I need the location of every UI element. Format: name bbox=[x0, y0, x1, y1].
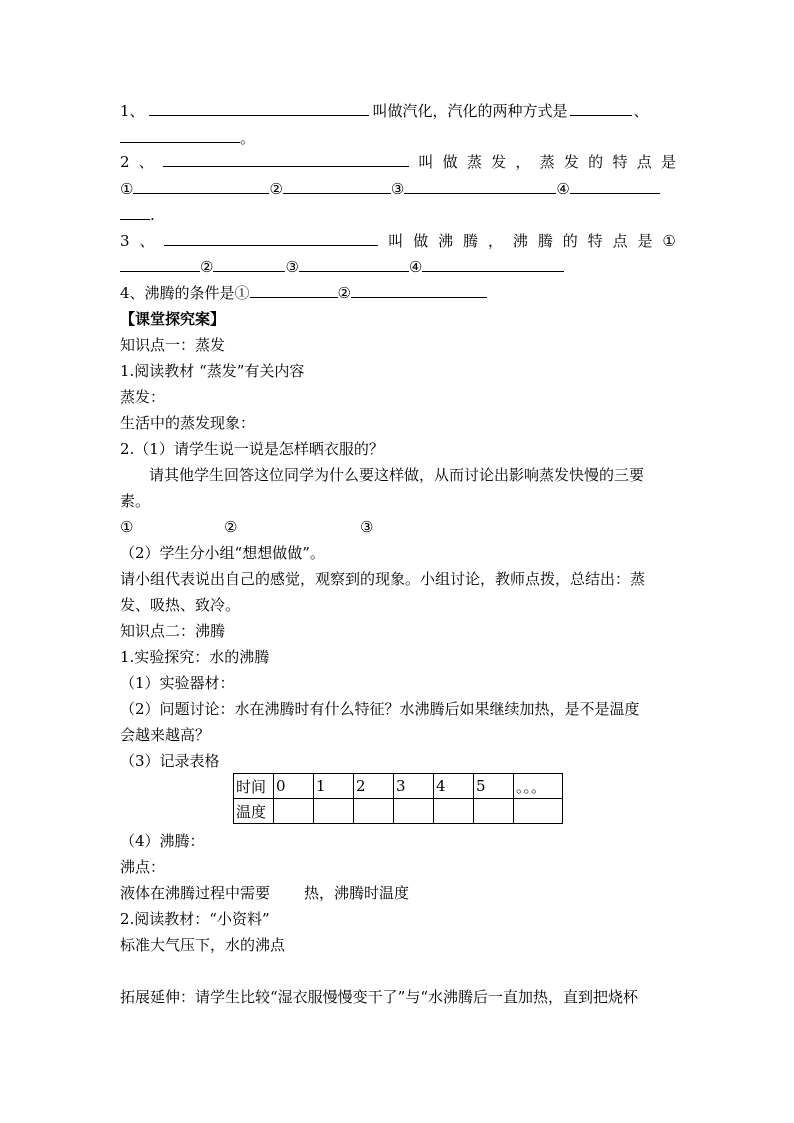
discussion-question-1: （2）问题讨论：水在沸腾时有什么特征？水沸腾后如果继续加热，是不是温度 bbox=[120, 700, 640, 718]
question-char: 发 bbox=[491, 153, 507, 171]
boiling-label: （4）沸腾： bbox=[120, 832, 205, 850]
answer-blank bbox=[120, 128, 240, 143]
answer-blank bbox=[570, 179, 660, 194]
group-activity-line: （2）学生分小组“想想做做”。 bbox=[120, 544, 325, 562]
mark-4: ④ bbox=[408, 258, 423, 276]
question-char: 做 bbox=[413, 232, 429, 250]
knowledge-point-1-title: 知识点一：蒸发 bbox=[120, 336, 226, 354]
separator: 、 bbox=[633, 102, 649, 120]
question-2-cont bbox=[120, 205, 680, 225]
discussion-question-2: 会越来越高？ bbox=[120, 726, 211, 744]
experiment-line: 1.实验探究：水的沸腾 bbox=[120, 648, 270, 666]
answer-blank bbox=[213, 257, 285, 272]
question-char: 沸 bbox=[438, 232, 454, 250]
answer-blank bbox=[120, 257, 200, 272]
punctuation: . bbox=[150, 206, 155, 224]
report-line-2: 发、吸热、致冷。 bbox=[120, 596, 241, 614]
separator: 、 bbox=[139, 232, 155, 250]
mark-3: ③ bbox=[390, 180, 405, 198]
question-2 bbox=[120, 152, 676, 172]
standard-pressure-line: 标准大气压下，水的沸点 bbox=[120, 936, 286, 954]
answer-blank bbox=[351, 283, 487, 298]
question-char: 特 bbox=[612, 153, 628, 171]
line-part-1: 液体在沸腾过程中需要 bbox=[120, 884, 271, 902]
question-char: 叫 bbox=[418, 153, 434, 171]
answer-blank bbox=[250, 283, 338, 298]
table-header-time: 时间 bbox=[234, 774, 274, 799]
mark-2: ② bbox=[269, 180, 283, 198]
mark-1: ① bbox=[120, 180, 134, 198]
answer-blank bbox=[149, 101, 369, 116]
table-cell: 4 bbox=[434, 774, 474, 799]
record-table-label: （3）记录表格 bbox=[120, 752, 220, 770]
question-char: 腾 bbox=[537, 232, 553, 250]
question-text: 4、沸腾的条件是① bbox=[120, 284, 250, 302]
question-1-cont bbox=[120, 128, 680, 148]
answer-blank bbox=[164, 231, 378, 246]
answer-blank bbox=[163, 152, 409, 167]
table-cell bbox=[514, 799, 563, 824]
table-cell: 5 bbox=[474, 774, 514, 799]
question-char: 做 bbox=[442, 153, 458, 171]
question-char: 是 bbox=[660, 153, 676, 171]
table-row bbox=[234, 774, 563, 799]
extension-line: 拓展延伸：请学生比较“湿衣服慢慢变干了”与“水沸腾后一直加热，直到把烧杯 bbox=[120, 988, 639, 1006]
question-char: ① bbox=[662, 232, 676, 250]
boiling-heat-line bbox=[120, 883, 680, 903]
table-cell bbox=[474, 799, 514, 824]
life-evaporation-label: 生活中的蒸发现象： bbox=[120, 414, 256, 432]
question-text: 叫做汽化，汽化的两种方式是 bbox=[372, 102, 568, 120]
table-header-temperature: 温度 bbox=[234, 799, 274, 824]
question-char: 蒸 bbox=[466, 153, 482, 171]
discussion-line-2: 素。 bbox=[120, 492, 151, 510]
equipment-line: （1）实验器材： bbox=[120, 674, 235, 692]
read-data-line: 2.阅读教材：“小资料” bbox=[120, 910, 270, 928]
answer-blank bbox=[422, 257, 564, 272]
table-cell: 0 bbox=[274, 774, 314, 799]
question-number: 3 bbox=[120, 232, 130, 250]
question-char: 点 bbox=[636, 153, 652, 171]
mark-3: ③ bbox=[285, 258, 299, 276]
question-3 bbox=[120, 231, 676, 251]
question-char: ， bbox=[515, 153, 531, 171]
table-cell: 1 bbox=[314, 774, 354, 799]
question-number: 1、 bbox=[120, 102, 145, 120]
answer-blank bbox=[299, 257, 409, 272]
answer-blank bbox=[133, 179, 269, 194]
answer-blank bbox=[570, 101, 632, 116]
record-table bbox=[233, 773, 563, 824]
section-title: 【课堂探究案】 bbox=[120, 310, 226, 328]
table-cell bbox=[394, 799, 434, 824]
mark-3: ③ bbox=[360, 518, 374, 536]
table-cell: 3 bbox=[394, 774, 434, 799]
table-cell: 。。。 bbox=[514, 774, 563, 799]
question-char: 点 bbox=[612, 232, 628, 250]
question-char: 发 bbox=[563, 153, 579, 171]
read-textbook-line: 1.阅读教材 “蒸发”有关内容 bbox=[120, 362, 305, 380]
question-3-marks bbox=[120, 257, 680, 277]
question-char: ， bbox=[487, 232, 503, 250]
question-char: 的 bbox=[588, 153, 604, 171]
mark-2: ② bbox=[200, 258, 214, 276]
question-char: 沸 bbox=[512, 232, 528, 250]
line-part-2: 热，沸腾时温度 bbox=[304, 884, 410, 902]
question-char: 的 bbox=[562, 232, 578, 250]
question-2-marks bbox=[120, 179, 680, 199]
evaporation-label: 蒸发： bbox=[120, 388, 166, 406]
table-cell bbox=[354, 799, 394, 824]
question-1 bbox=[120, 101, 680, 121]
question-char: 是 bbox=[637, 232, 653, 250]
question-char: 特 bbox=[587, 232, 603, 250]
answer-blank bbox=[120, 205, 150, 220]
question-char: 腾 bbox=[463, 232, 479, 250]
boiling-point-label: 沸点： bbox=[120, 858, 166, 876]
discussion-line-1: 请其他学生回答这位同学为什么要这样做，从而讨论出影响蒸发快慢的三要 bbox=[149, 466, 645, 484]
question-char: 叫 bbox=[388, 232, 404, 250]
mark-2: ② bbox=[224, 518, 238, 536]
separator: 、 bbox=[138, 153, 154, 171]
table-row bbox=[234, 799, 563, 824]
table-cell bbox=[434, 799, 474, 824]
mark-2: ② bbox=[337, 284, 351, 302]
question-char: 蒸 bbox=[539, 153, 555, 171]
punctuation: 。 bbox=[240, 129, 256, 147]
table-cell: 2 bbox=[354, 774, 394, 799]
report-line-1: 请小组代表说出自己的感觉，观察到的现象。小组讨论，教师点拨，总结出：蒸 bbox=[120, 570, 646, 588]
table-cell bbox=[314, 799, 354, 824]
question-4 bbox=[120, 283, 680, 303]
mark-1: ① bbox=[120, 518, 134, 536]
answer-blank bbox=[404, 179, 556, 194]
question-number: 2 bbox=[120, 153, 130, 171]
question-dry-clothes: 2.（1）请学生说一说是怎样晒衣服的？ bbox=[120, 440, 384, 458]
table-cell bbox=[274, 799, 314, 824]
knowledge-point-2-title: 知识点二：沸腾 bbox=[120, 622, 226, 640]
mark-4: ④ bbox=[556, 180, 570, 198]
answer-blank bbox=[283, 179, 391, 194]
